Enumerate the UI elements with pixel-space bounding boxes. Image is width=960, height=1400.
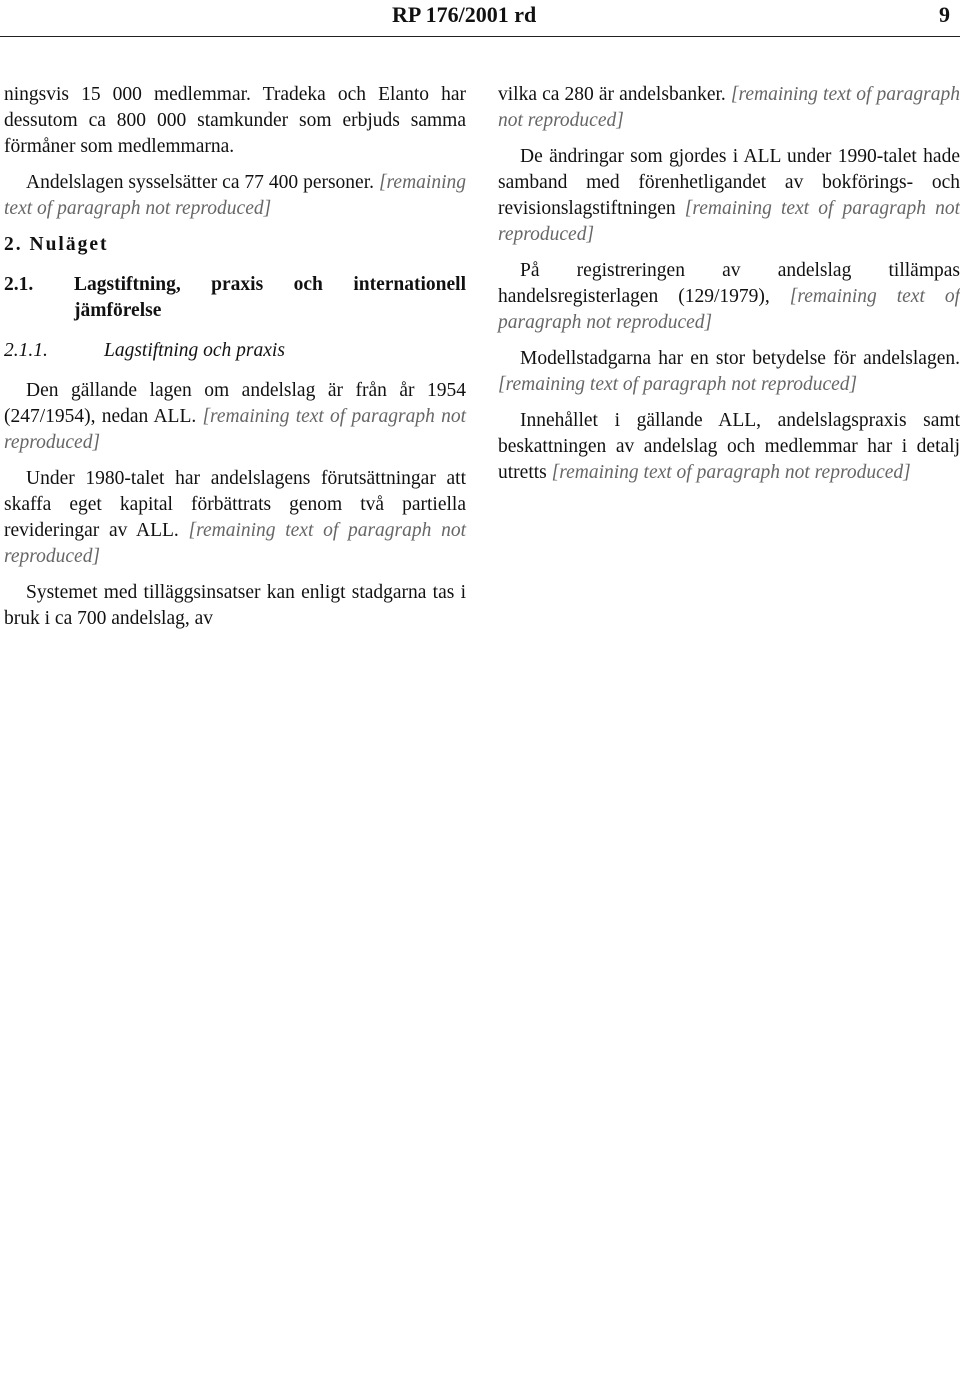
paragraph: Andelslagen sysselsätter ca 77 400 personer. [remaining text of paragraph not reproduced] (4, 172, 466, 219)
paragraph: Den gällande lagen om andelslag är från år 1954 (247/1954), nedan ALL. [remaining text of paragraph not reproduced] (4, 380, 467, 453)
subsubsection-heading: 2.1.1. Lagstiftning och praxis (4, 340, 285, 361)
paragraph: Systemet med tilläggsinsatser kan enligt stadgarna tas i bruk i ca 700 andelslag, av (4, 582, 466, 629)
left-column (4, 82, 466, 642)
paragraph: vilka ca 280 är andelsbanker. [remaining text of paragraph not reproduced] (498, 84, 960, 131)
document-reference: RP 176/2001 rd (392, 2, 537, 27)
paragraph: De ändringar som gjordes i ALL under 1990-talet hade samband med förenhetligandet av bokförings- och revisionslagstiftningen [remaining text of paragraph not reproduced] (498, 146, 960, 245)
page-number: 9 (939, 2, 950, 27)
paragraph: Modellstadgarna har en stor betydelse för andelslagen. [remaining text of paragraph not reproduced] (498, 348, 960, 395)
paragraph: ningsvis 15 000 medlemmar. Tradeka och Elanto har dessutom ca 800 000 stamkunder som erbjuds samma förmåner som medlemmarna. (4, 84, 466, 157)
paragraph: Innehållet i gällande ALL, andelslagspraxis samt beskattningen av andelslag och medlemmar har i detalj utretts [remaining text of paragraph not reproduced] (498, 410, 960, 483)
subsection-heading: 2.1. Lagstiftning, praxis och internationell jämförelse (4, 274, 466, 321)
paragraph: På registreringen av andelslag tillämpas handelsregisterlagen (129/1979), [remaining text of paragraph not reproduced] (498, 260, 960, 333)
section-heading: 2. Nuläget (4, 234, 109, 255)
running-head (0, 0, 960, 37)
right-column (498, 82, 960, 496)
paragraph: Under 1980-talet har andelslagens förutsättningar att skaffa eget kapital förbättrats genom två partiella revideringar av ALL. [remaining text of paragraph not reproduced] (4, 468, 466, 567)
